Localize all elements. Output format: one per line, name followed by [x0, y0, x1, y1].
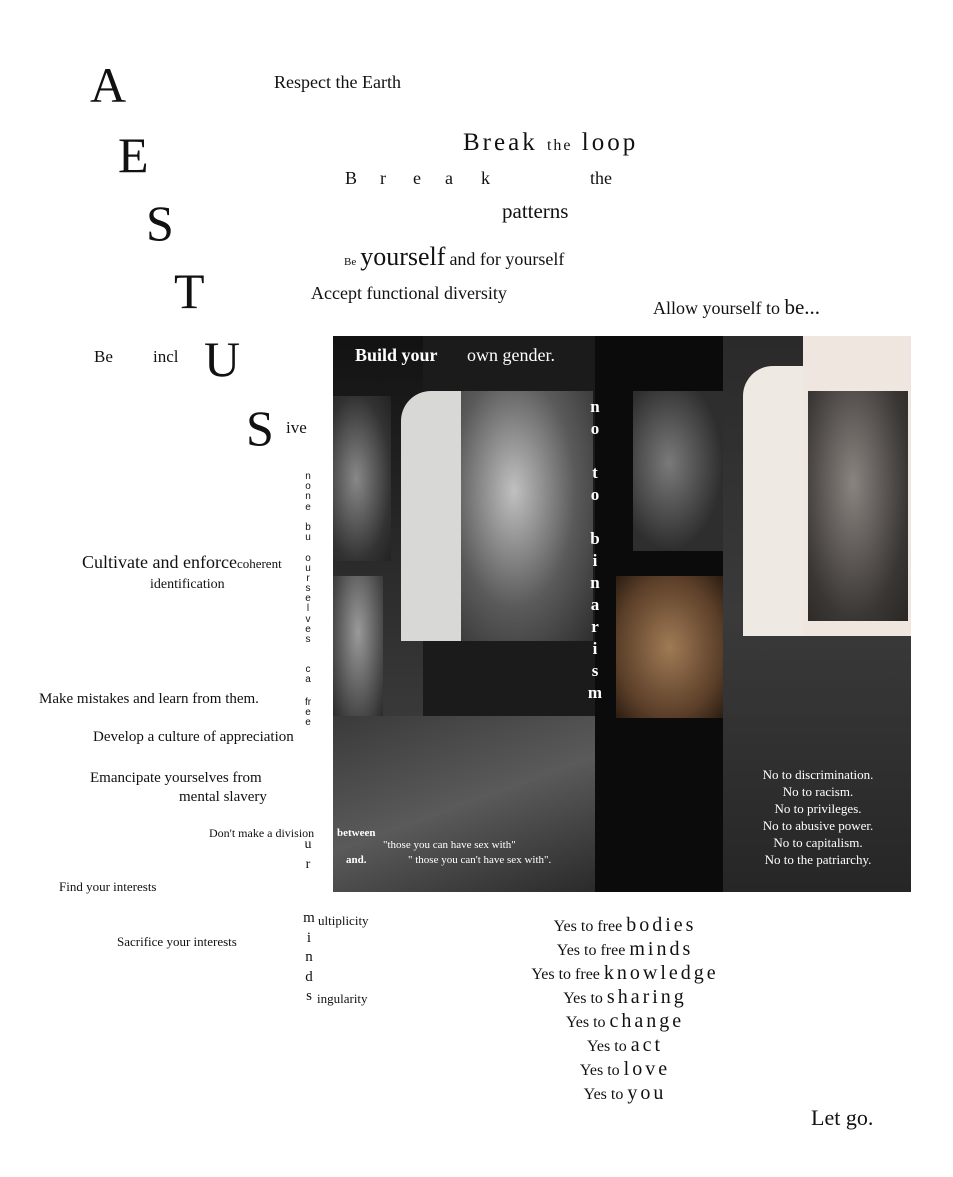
- vletter: e: [305, 716, 311, 728]
- quote-cant: " those you can't have sex with".: [408, 854, 552, 866]
- identification: identification: [150, 577, 225, 592]
- yes-item: [470, 937, 780, 961]
- yes-item: [470, 1033, 780, 1057]
- photo-collage: [333, 336, 911, 892]
- multiplicity: ultiplicity: [318, 913, 369, 928]
- and-for-yourself: and for yourself: [449, 249, 565, 269]
- yes-word: sharing: [606, 986, 687, 1008]
- no-item: No to privileges.: [774, 801, 862, 816]
- vletter: e: [305, 593, 311, 605]
- be-small: Be: [344, 256, 357, 268]
- yes-item: [470, 985, 780, 1009]
- allow-pre: Allow yourself to: [653, 298, 780, 318]
- vletter: e: [305, 623, 311, 635]
- quote-can: "those you can have sex with": [383, 839, 516, 851]
- emancipate-2: mental slavery: [179, 789, 267, 805]
- aestus-letter-e: E: [118, 127, 149, 183]
- yes-pre: Yes to: [565, 1014, 606, 1031]
- aestus-letter-s2: S: [246, 400, 274, 456]
- be-yourself-line: [344, 244, 564, 270]
- emancipate-1: Emancipate yourselves from: [90, 770, 262, 786]
- binarism-letter: o: [590, 485, 600, 504]
- no-item: No to abusive power.: [762, 818, 874, 833]
- photo-stone-fragment-4: [633, 391, 723, 551]
- break-word: Break: [463, 129, 538, 156]
- break-spaced-b: B: [345, 168, 358, 188]
- minds-letter: i: [306, 929, 312, 946]
- patterns: patterns: [502, 199, 569, 223]
- yes-word: act: [630, 1034, 664, 1056]
- vletter: n: [305, 471, 311, 482]
- dont-divide: Don't make a division: [209, 826, 315, 840]
- vletter: e: [305, 501, 311, 513]
- no-to-list: [733, 766, 903, 868]
- let-go: Let go.: [811, 1105, 874, 1130]
- binarism-letter: b: [590, 529, 600, 548]
- no-item: No to racism.: [782, 784, 854, 799]
- vertical-ur: [302, 838, 314, 874]
- aestus-letter-t: T: [174, 263, 205, 319]
- vletter: c: [305, 664, 311, 676]
- minds-letter: s: [306, 988, 312, 1004]
- binarism-letter: a: [590, 595, 600, 614]
- vletter: e: [305, 706, 311, 718]
- yes-pre: Yes to free: [531, 966, 600, 983]
- respect-earth: Respect the Earth: [274, 72, 401, 92]
- coherent: coherent: [236, 556, 282, 571]
- between: between: [337, 827, 376, 839]
- vletter: l: [306, 603, 310, 615]
- and-word: and.: [346, 854, 367, 866]
- vletter: b: [305, 521, 311, 533]
- yes-word: minds: [629, 938, 694, 960]
- vletter: u: [304, 837, 312, 852]
- binarism-letter: o: [590, 419, 600, 438]
- photo-stone-fragment-2: [461, 391, 593, 641]
- yes-item: [470, 1057, 780, 1081]
- minds-letter: d: [305, 968, 313, 985]
- yes-list: [470, 913, 780, 1105]
- minds-letter: n: [305, 949, 313, 965]
- build-your: Build your: [355, 345, 438, 365]
- yes-pre: Yes to free: [556, 942, 626, 959]
- break-spaced-r: r: [380, 168, 386, 188]
- cultivate-line: [82, 553, 282, 572]
- photo-stone-fragment-3: [808, 391, 908, 621]
- accept-diversity: Accept functional diversity: [311, 283, 507, 303]
- vletter: r: [305, 857, 311, 872]
- yes-pre: Yes to free: [553, 918, 623, 935]
- cultivate: Cultivate and enforce: [82, 552, 237, 572]
- break-spaced-e: e: [413, 168, 421, 188]
- yes-item: [470, 961, 780, 985]
- yes-word: love: [623, 1058, 671, 1080]
- own-gender: own gender.: [467, 345, 555, 365]
- loop-word: loop: [581, 129, 639, 156]
- binarism-letter: i: [592, 551, 598, 570]
- inclusive-incl: incl: [153, 347, 179, 366]
- yes-word: you: [627, 1082, 667, 1104]
- singularity: ingularity: [317, 991, 368, 1006]
- vletter: u: [305, 562, 311, 574]
- inclusive-be: Be: [94, 347, 113, 366]
- aestus-letter-u: U: [204, 331, 241, 387]
- break-the-loop: [463, 130, 638, 155]
- inclusive-ive: ive: [286, 418, 307, 437]
- binarism-letter: i: [592, 639, 598, 658]
- photo-skin-fragment-1: [333, 576, 383, 716]
- yes-pre: Yes to: [583, 1086, 624, 1103]
- the-2: the: [590, 168, 612, 188]
- binarism-letter: n: [590, 397, 600, 416]
- photo-stone-fragment-1: [333, 396, 391, 561]
- yes-item: [470, 1081, 780, 1105]
- yes-pre: Yes to: [579, 1062, 620, 1079]
- vletter: r: [306, 572, 310, 584]
- the-word: the: [546, 137, 573, 154]
- photo-paper-fold-1: [401, 391, 461, 641]
- aestus-letter-s: S: [146, 195, 174, 251]
- allow-be: be...: [784, 295, 821, 319]
- vletter: u: [305, 532, 311, 544]
- binarism-letter: t: [592, 463, 598, 482]
- vletter: n: [305, 491, 311, 503]
- vletter: fr: [304, 696, 312, 708]
- binarism-letter: m: [587, 683, 603, 702]
- find-interests: Find your interests: [59, 879, 157, 894]
- no-to-binarism: [585, 398, 605, 706]
- yes-pre: Yes to: [586, 1038, 627, 1055]
- break-spaced-k: k: [481, 168, 490, 188]
- vletter: o: [305, 552, 311, 564]
- minds-letter: m: [303, 910, 315, 926]
- yes-pre: Yes to: [563, 990, 603, 1007]
- binarism-letter: s: [591, 661, 599, 680]
- mistakes: Make mistakes and learn from them.: [39, 691, 259, 707]
- minds-vertical: [302, 911, 316, 1009]
- binarism-letter: n: [590, 573, 600, 592]
- vletter: s: [305, 634, 311, 645]
- allow-yourself: [653, 297, 820, 318]
- yes-word: change: [609, 1010, 685, 1032]
- develop-culture: Develop a culture of appreciation: [93, 729, 294, 745]
- no-item: No to discrimination.: [762, 767, 874, 782]
- yes-item: [470, 913, 780, 937]
- yourself-big: yourself: [360, 242, 446, 271]
- yes-item: [470, 1009, 780, 1033]
- vletter: o: [305, 481, 311, 493]
- aestus-letter-a: A: [90, 57, 127, 113]
- no-item: No to the patriarchy.: [764, 852, 872, 867]
- vletter: s: [305, 583, 311, 595]
- vletter: v: [305, 613, 311, 625]
- break-spaced-a: a: [445, 168, 453, 188]
- yes-word: bodies: [626, 914, 697, 936]
- vletter: a: [305, 674, 311, 686]
- yes-word: knowledge: [603, 962, 719, 984]
- binarism-letter: r: [591, 617, 599, 636]
- vertical-none-but-ourselves: [303, 472, 313, 728]
- sacrifice-interests: Sacrifice your interests: [117, 934, 237, 949]
- photo-skin-fragment-color: [616, 576, 723, 718]
- photo-paper-fold-2: [743, 366, 803, 636]
- no-item: No to capitalism.: [773, 835, 863, 850]
